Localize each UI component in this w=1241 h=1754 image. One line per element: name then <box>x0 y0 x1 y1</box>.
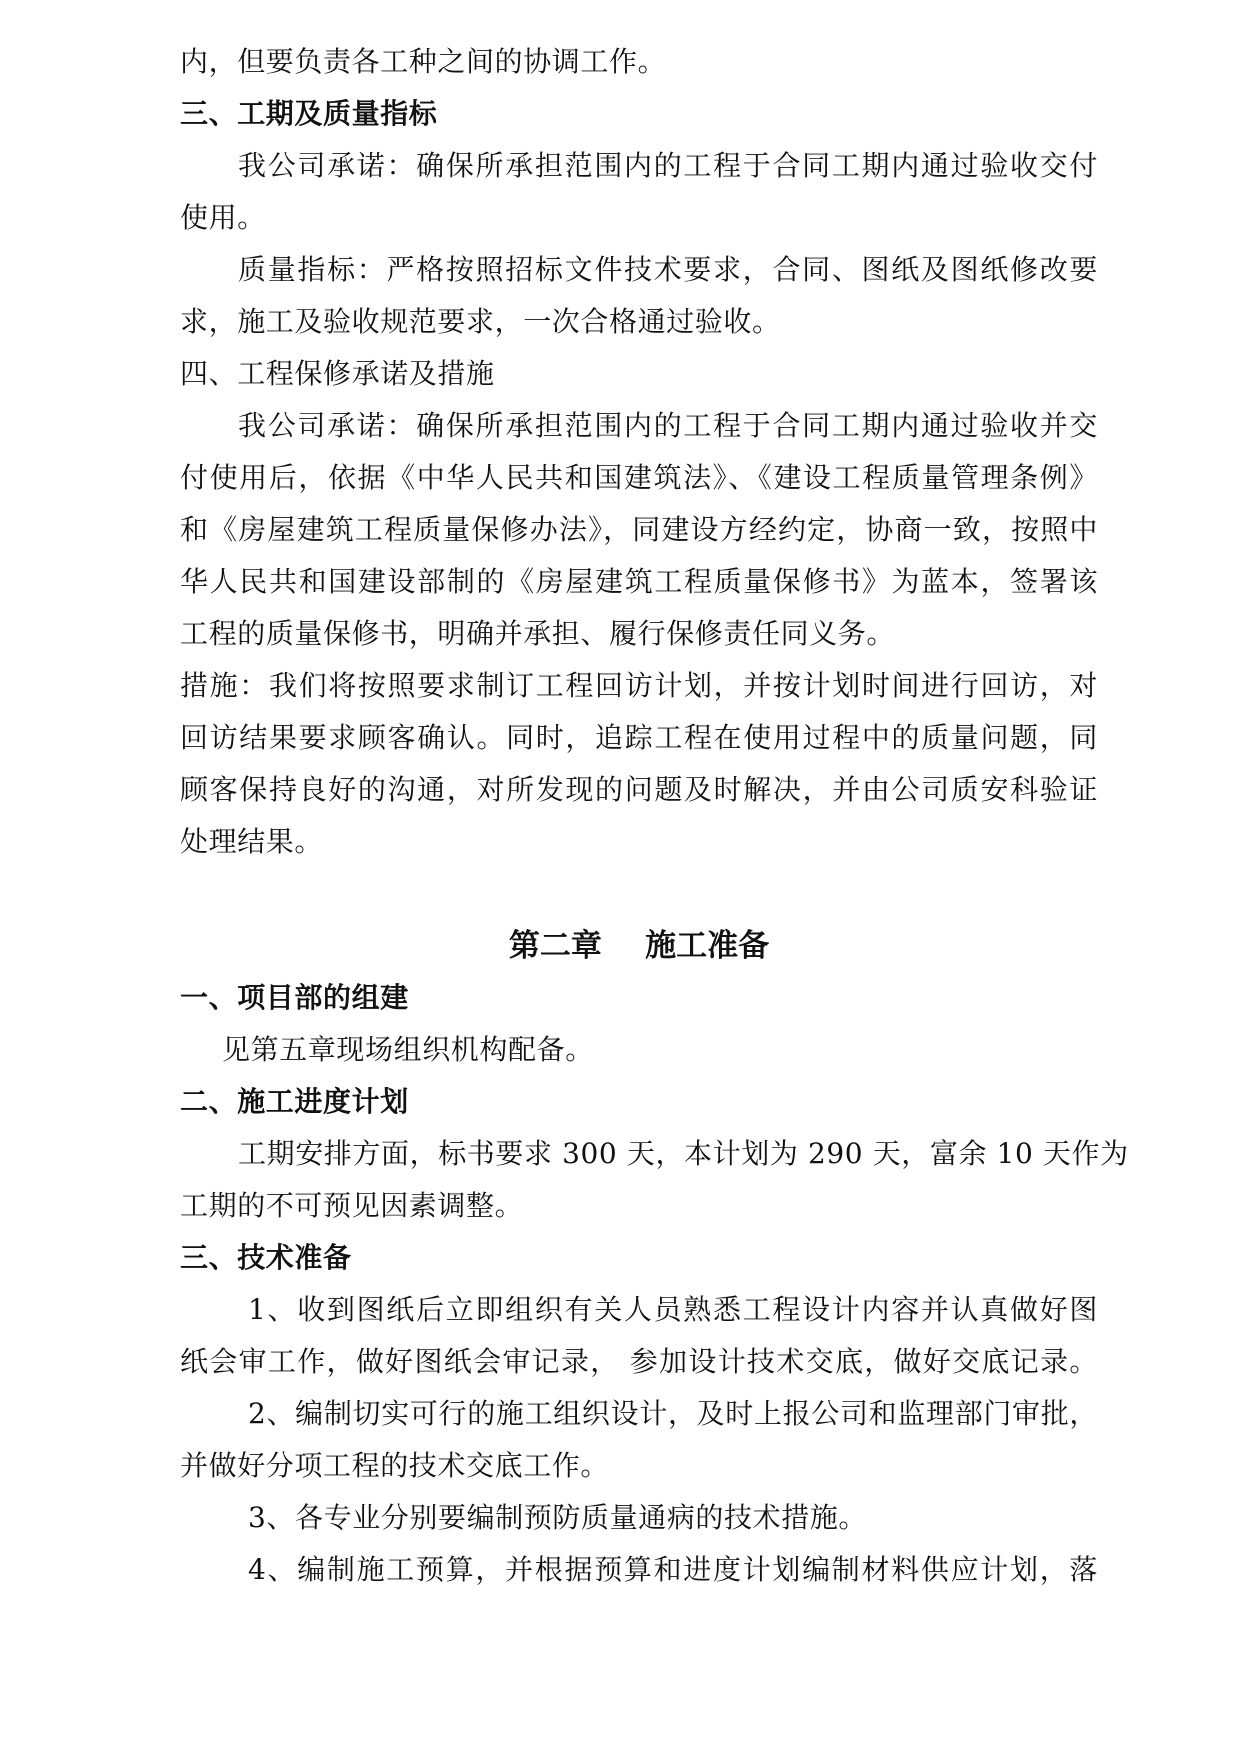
text-line: 求，施工及验收规范要求，一次合格通过验收。 <box>180 305 781 338</box>
text-line: 见第五章现场组织机构配备。 <box>222 1033 594 1066</box>
text-line: 我公司承诺：确保所承担范围内的工程于合同工期内通过验收交付 <box>238 149 1098 182</box>
text-line: 付使用后，依据《中华人民共和国建筑法》、《建设工程质量管理条例》 <box>180 461 1098 494</box>
text-line: 回访结果要求顾客确认。同时，追踪工程在使用过程中的质量问题，同 <box>180 721 1098 754</box>
text-line: 质量指标：严格按照招标文件技术要求，合同、图纸及图纸修改要 <box>238 253 1098 286</box>
text-line: 工程的质量保修书，明确并承担、履行保修责任同义务。 <box>180 617 896 650</box>
section-bottom <box>180 972 1129 1596</box>
text-line: 纸会审工作，做好图纸会审记录， 参加设计技术交底，做好交底记录。 <box>180 1345 1098 1378</box>
section-heading: 三、技术准备 <box>180 1241 352 1274</box>
text-line: 措施：我们将按照要求制订工程回访计划，并按计划时间进行回访，对 <box>180 669 1098 702</box>
text-line: 并做好分项工程的技术交底工作。 <box>180 1449 610 1482</box>
text-line: 工期安排方面，标书要求 300 天，本计划为 290 天，富余 10 天作为 <box>238 1137 1129 1170</box>
text-line: 2、编制切实可行的施工组织设计，及时上报公司和监理部门审批， <box>248 1397 1098 1430</box>
text-line: 工期的不可预见因素调整。 <box>180 1189 524 1222</box>
text-line: 和《房屋建筑工程质量保修办法》，同建设方经约定，协商一致，按照中 <box>180 513 1098 546</box>
text-line: 内，但要负责各工种之间的协调工作。 <box>180 45 667 78</box>
section-heading: 一、项目部的组建 <box>180 981 409 1014</box>
text-line: 我公司承诺：确保所承担范围内的工程于合同工期内通过验收并交 <box>238 409 1098 442</box>
text-line: 4、编制施工预算，并根据预算和进度计划编制材料供应计划，落 <box>248 1553 1098 1586</box>
text-line: 四、工程保修承诺及措施 <box>180 357 495 390</box>
section-top <box>180 36 1098 868</box>
chapter-title: 第二章 施工准备 <box>508 928 770 964</box>
text-line: 使用。 <box>180 201 266 234</box>
text-line: 顾客保持良好的沟通，对所发现的问题及时解决，并由公司质安科验证 <box>180 773 1098 806</box>
document-page <box>180 36 1129 1596</box>
text-line: 华人民共和国建设部制的《房屋建筑工程质量保修书》为蓝本，签署该 <box>180 565 1098 598</box>
section-heading: 二、施工进度计划 <box>180 1085 409 1118</box>
section-heading: 三、工期及质量指标 <box>180 97 438 130</box>
text-line: 1、收到图纸后立即组织有关人员熟悉工程设计内容并认真做好图 <box>248 1293 1098 1326</box>
text-line: 处理结果。 <box>180 825 324 858</box>
text-line: 3、各专业分别要编制预防质量通病的技术措施。 <box>248 1501 868 1534</box>
